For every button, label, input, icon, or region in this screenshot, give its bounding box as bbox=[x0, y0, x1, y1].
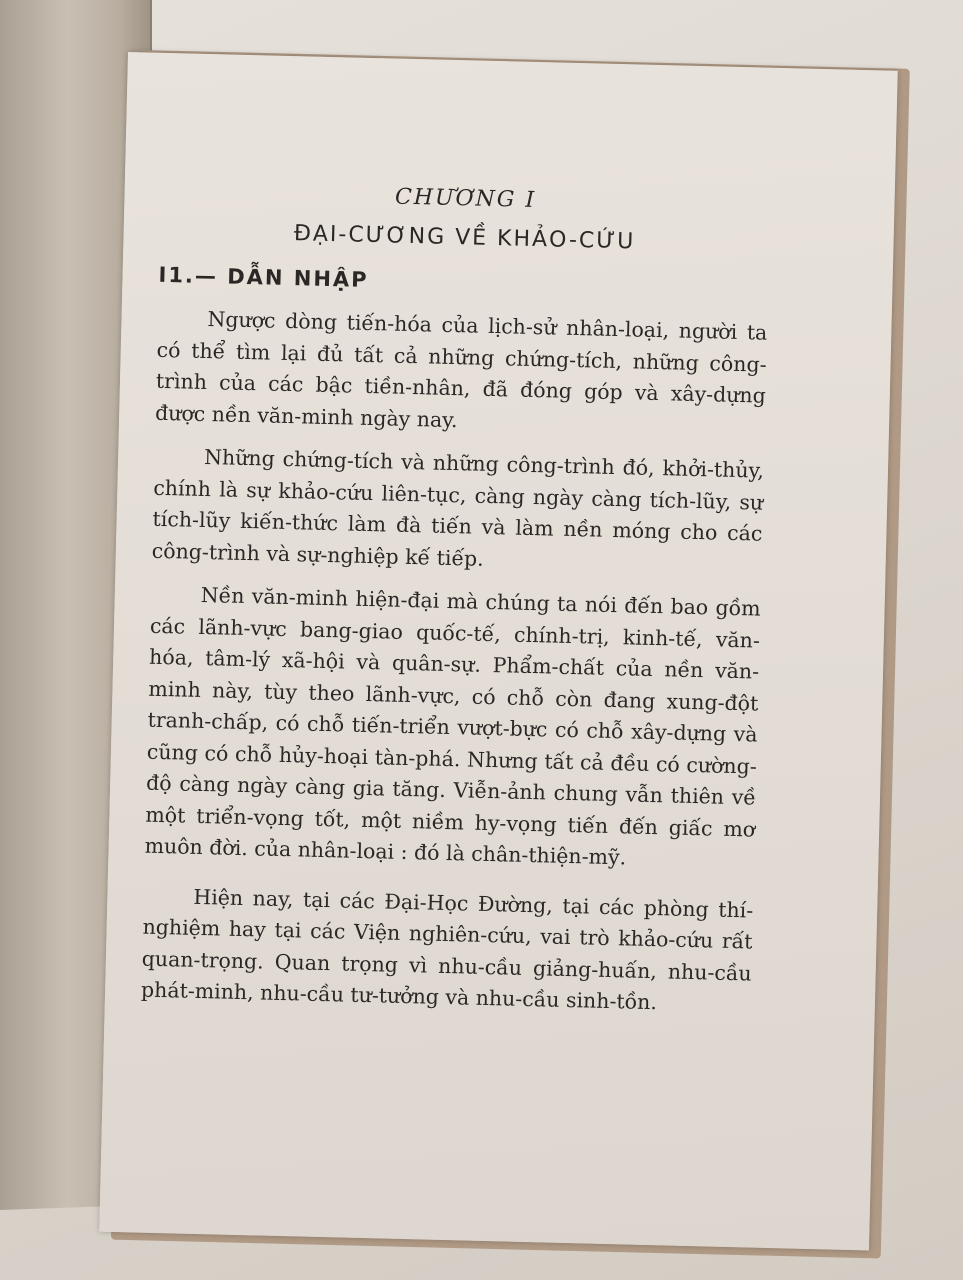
chapter-title: ĐẠI-CƯƠNG VỀ KHẢO-CỨU bbox=[293, 221, 636, 255]
book-page bbox=[99, 52, 898, 1250]
page-content bbox=[140, 179, 770, 1033]
paragraph-1: Ngược dòng tiến-hóa của lịch-sử nhân-loại, người ta có thể tìm lại đủ tất cả những chứng-tích, những công-trình của các bậc tiền-nhân, đã đóng góp và xây-dựng được nền văn-minh ngày nay. bbox=[154, 307, 768, 432]
paragraph-3: Nền văn-minh hiện-đại mà chúng ta nói đến bao gồm các lãnh-vực bang-giao quốc-tế, chính-trị, kinh-tế, văn-hóa, tâm-lý xã-hội và quân-sự. Phẩm-chất của nền văn-minh này, tùy theo lãnh-vực, có chỗ còn đang xung-đột tranh-chấp, có chỗ tiến-triển vượt-bực có chỗ xây-dựng và cũng có chỗ hủy-hoại tàn-phá. Nhưng tất cả đều có cường-độ càng ngày càng gia tăng. Viễn-ảnh chung vẫn thiên về một triển-vọng tốt, một niềm hy-vọng tiến đến giấc mơ muôn đời. của nhân-loại : đó là chân-thiện-mỹ. bbox=[144, 582, 761, 870]
paragraph-4: Hiện nay, tại các Đại-Học Đường, tại các phòng thí-nghiệm hay tại các Viện nghiên-cứu, vai trò khảo-cứu rất quan-trọng. Quan trọng vì nhu-cầu giảng-huấn, nhu-cầu phát-minh, nhu-cầu tư-tưởng và nhu-cầu sinh-tồn. bbox=[140, 884, 754, 1015]
chapter-number: CHƯƠNG I bbox=[394, 184, 537, 214]
paragraph-2: Những chứng-tích và những công-trình đó, khởi-thủy, chính là sự khảo-cứu liên-tục, càng ngày càng tích-lũy, sự tích-lũy kiến-thức làm đà tiến và làm nền móng cho các công-trình và sự-nghiệp kế tiếp. bbox=[151, 444, 765, 571]
section-heading: I1.— DẪN NHẬP bbox=[158, 262, 369, 292]
